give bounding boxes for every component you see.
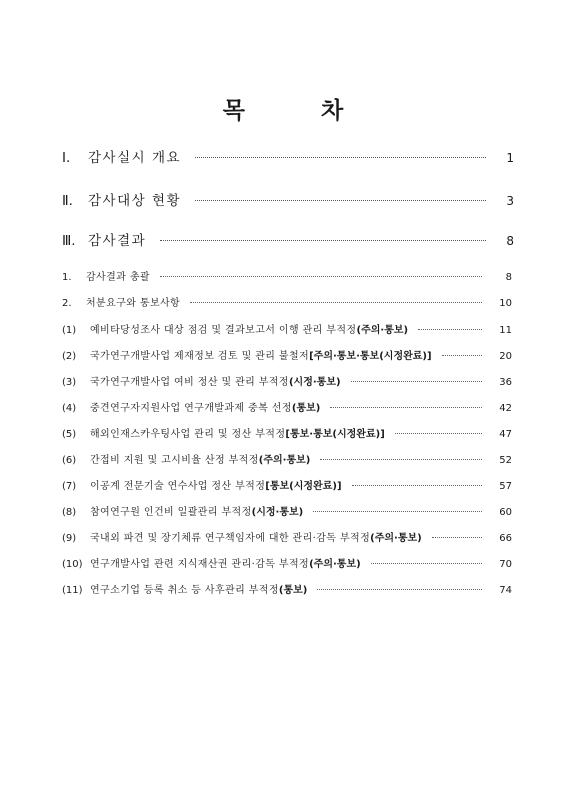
item-label: 이공계 전문기술 연수사업 정산 부적정 (90, 481, 266, 492)
page-number: 70 (499, 559, 512, 570)
section-label: 감사결과 (88, 233, 147, 249)
toc-subsection[interactable] (62, 268, 512, 283)
item-tag: (주의·통보) (356, 325, 409, 336)
item-label: 연구개발사업 관련 지식재산권 관리·감독 부적정 (90, 559, 310, 570)
item-label: 중견연구자지원사업 연구개발과제 중복 선정 (90, 403, 292, 414)
dot-leader (330, 407, 482, 408)
toc-item[interactable] (62, 503, 512, 518)
section-label: 감사대상 현황 (88, 193, 182, 209)
item-number: (4) (62, 403, 77, 414)
section-number: Ⅲ. (62, 233, 76, 249)
item-number: (5) (62, 429, 77, 440)
item-number: (8) (62, 507, 77, 518)
page-number: 8 (505, 272, 512, 283)
item-number: (10) (62, 559, 83, 570)
page-number: 3 (506, 194, 514, 208)
dot-leader (352, 485, 482, 486)
subsection-label: 감사결과 총괄 (86, 272, 150, 283)
toc-item[interactable] (62, 451, 512, 466)
item-tag: (통보) (291, 403, 321, 414)
item-tag: [통보(시정완료)] (265, 481, 342, 492)
toc-subsection[interactable] (62, 294, 512, 309)
page-number: 52 (499, 455, 512, 466)
dot-leader (442, 355, 482, 356)
item-label: 연구소기업 등록 취소 등 사후관리 부적정 (90, 585, 279, 596)
dot-leader (418, 329, 482, 330)
toc-item[interactable] (62, 347, 512, 362)
toc-item[interactable] (62, 399, 512, 414)
item-label: 참여연구원 인건비 일괄관리 부적정 (90, 507, 252, 518)
item-tag: (주의·통보) (309, 559, 361, 570)
page-number: 20 (499, 351, 512, 362)
dot-leader (190, 302, 482, 303)
toc-item[interactable] (62, 373, 512, 388)
toc-item[interactable] (62, 529, 512, 544)
dot-leader (320, 459, 482, 460)
item-number: (9) (62, 533, 77, 544)
dot-leader (160, 276, 482, 277)
dot-leader (395, 433, 482, 434)
item-label: 간접비 지원 및 고시비율 산정 부적정 (90, 455, 259, 466)
title-right: 차 (321, 98, 344, 124)
dot-leader (432, 537, 482, 538)
item-number: (3) (62, 377, 77, 388)
item-number: (1) (62, 325, 77, 336)
item-label: 국내외 파견 및 장기체류 연구책임자에 대한 관리·감독 부적정 (90, 533, 371, 544)
item-tag: (통보) (278, 585, 308, 596)
subsection-label: 처분요구와 통보사항 (86, 298, 181, 309)
item-number: (6) (62, 455, 77, 466)
toc-item[interactable] (62, 555, 512, 570)
dot-leader (195, 157, 486, 158)
section-number: Ⅱ. (62, 193, 73, 209)
item-tag: (시정·통보) (288, 377, 341, 388)
page-number: 66 (499, 533, 512, 544)
item-tag: (주의·통보) (370, 533, 422, 544)
item-tag: [주의·통보·통보(시정완료)] (309, 351, 432, 362)
page-number: 47 (499, 429, 512, 440)
page-number: 74 (499, 585, 512, 596)
section-label: 감사실시 개요 (88, 150, 182, 166)
item-label: 예비타당성조사 대상 점검 및 결과보고서 이행 관리 부적정 (90, 325, 357, 336)
toc-section[interactable] (62, 229, 514, 249)
page-number: 11 (499, 325, 512, 336)
toc-item[interactable] (62, 321, 512, 336)
page-number: 60 (499, 507, 512, 518)
page-number: 57 (499, 481, 512, 492)
subsection-number: 1. (62, 272, 72, 283)
page-number: 42 (499, 403, 512, 414)
toc-section[interactable] (62, 146, 514, 166)
item-tag: [통보·통보(시정완료)] (285, 429, 385, 440)
toc-item[interactable] (62, 425, 512, 440)
item-tag: (시정·통보) (251, 507, 304, 518)
page-number: 8 (506, 234, 514, 248)
page-number: 10 (499, 298, 512, 309)
title-left: 목 (222, 98, 245, 124)
item-number: (11) (62, 585, 83, 596)
page-number: 1 (506, 151, 514, 165)
dot-leader (195, 200, 486, 201)
item-number: (7) (62, 481, 77, 492)
dot-leader (371, 563, 482, 564)
toc-section[interactable] (62, 189, 514, 209)
item-tag: (주의·통보) (258, 455, 311, 466)
dot-leader (317, 589, 482, 590)
dot-leader (160, 240, 486, 241)
toc-item[interactable] (62, 477, 512, 492)
dot-leader (351, 381, 482, 382)
page-number: 36 (499, 377, 512, 388)
item-label: 국가연구개발사업 여비 정산 및 관리 부적정 (90, 377, 289, 388)
subsection-number: 2. (62, 298, 72, 309)
item-label: 국가연구개발사업 제재정보 검토 및 관리 불철저 (90, 351, 310, 362)
toc-item[interactable] (62, 581, 512, 596)
section-number: Ⅰ. (62, 150, 71, 166)
dot-leader (313, 511, 482, 512)
item-number: (2) (62, 351, 77, 362)
item-label: 해외인재스카우팅사업 관리 및 정산 부적정 (90, 429, 286, 440)
page-title (0, 92, 566, 125)
